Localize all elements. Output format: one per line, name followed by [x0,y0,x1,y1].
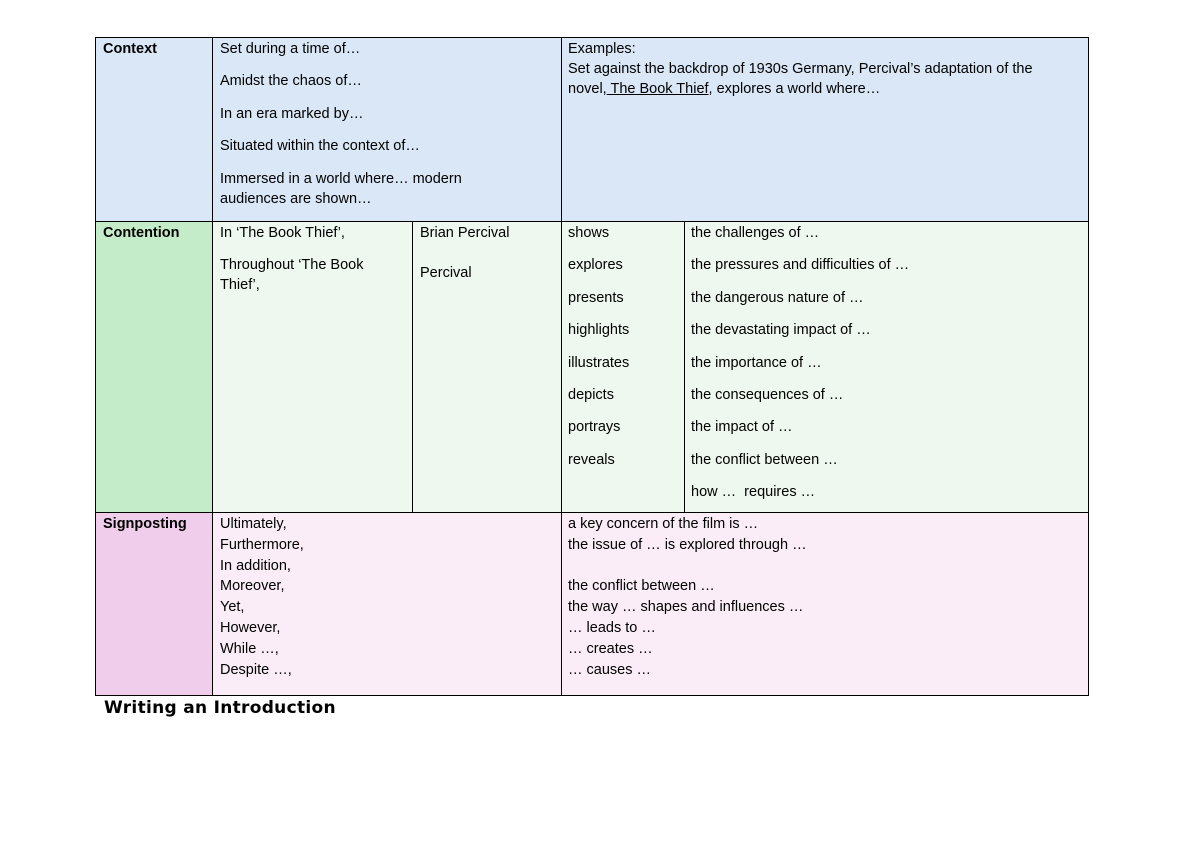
context-examples-cell [561,37,1089,221]
signpost-phrase-blank [568,556,1082,577]
example-text-before: Set against the backdrop of 1930s Germany, Percival’s adaptation of the novel, [568,61,1033,97]
context-stem: Amidst the chaos of… [220,73,362,90]
contention-phrase: the impact of … [691,419,793,436]
contention-phrase: the conflict between … [691,451,838,468]
column-divider [561,37,562,696]
contention-phrase: the pressures and difficulties of … [691,257,910,274]
contention-verb: shows [568,225,610,241]
contention-label: Contention [103,225,180,241]
contention-verbs-cell [561,221,684,512]
context-stem: Set during a time of… [220,41,361,57]
contention-verb: explores [568,257,623,274]
signpost-phrase: … causes … [568,661,651,678]
contention-phrase: the challenges of … [691,225,820,241]
column-divider [212,37,213,696]
table-border-bottom [95,695,1089,696]
connective: Despite …, [220,661,292,678]
signpost-phrase: a key concern of the film is … [568,516,759,532]
signpost-phrase: the issue of … is explored through … [568,536,807,553]
table-border-top [95,37,1089,38]
contention-phrase: the importance of … [691,354,822,371]
contention-verb: highlights [568,322,630,339]
connective: Furthermore, [220,536,304,553]
contention-verb: portrays [568,419,621,436]
signposting-label-cell [95,512,212,696]
contention-openers-cell [212,221,412,512]
column-divider [684,221,685,512]
signpost-phrase: … creates … [568,640,653,657]
table-border-left [95,37,96,696]
contention-subject: Brian Percival [420,225,510,241]
context-label-cell [95,37,212,221]
connective: Moreover, [220,578,285,595]
contention-phrase: the devastating impact of … [691,322,871,339]
connective: While …, [220,640,279,657]
table-border-right [1088,37,1089,696]
document-title: Writing an Introduction [104,698,336,718]
signposting-phrases-cell [561,512,1089,696]
row-divider [95,221,1089,222]
examples-heading: Examples: [568,41,636,57]
signposting-connectives-cell [212,512,561,696]
contention-phrases-cell [684,221,1089,512]
row-divider [95,512,1089,513]
contention-phrase: how … requires … [691,484,816,501]
contention-verb: reveals [568,451,615,468]
contention-verb: illustrates [568,354,630,371]
column-divider [412,221,413,512]
contention-subject: Percival [420,265,472,281]
contention-opener: In ‘The Book Thief’, [220,225,345,241]
contention-opener: Throughout ‘The Book Thief’, [220,257,364,294]
contention-verb: depicts [568,386,614,403]
example-sentence [568,59,1071,99]
example-book-title: The Book Thief [606,81,709,97]
signpost-phrase: the conflict between … [568,578,715,595]
introduction-table [95,37,1089,696]
context-stem: Immersed in a world where… modern audiences are shown… [220,170,462,207]
connective: In addition, [220,557,291,574]
signposting-label: Signposting [103,516,187,532]
signpost-phrase: the way … shapes and influences … [568,599,804,616]
context-stem: In an era marked by… [220,105,364,122]
context-label: Context [103,41,157,57]
context-stem: Situated within the context of… [220,138,420,155]
connective: Ultimately, [220,516,287,532]
signpost-phrase: … leads to … [568,619,656,636]
example-text-after: , explores a world where… [708,81,881,97]
connective: Yet, [220,599,245,616]
contention-phrase: the dangerous nature of … [691,289,864,306]
contention-phrase: the consequences of … [691,386,844,403]
contention-label-cell [95,221,212,512]
connective: However, [220,619,281,636]
contention-subjects-cell [412,221,561,512]
contention-verb: presents [568,289,624,306]
context-stems-cell [212,37,561,221]
